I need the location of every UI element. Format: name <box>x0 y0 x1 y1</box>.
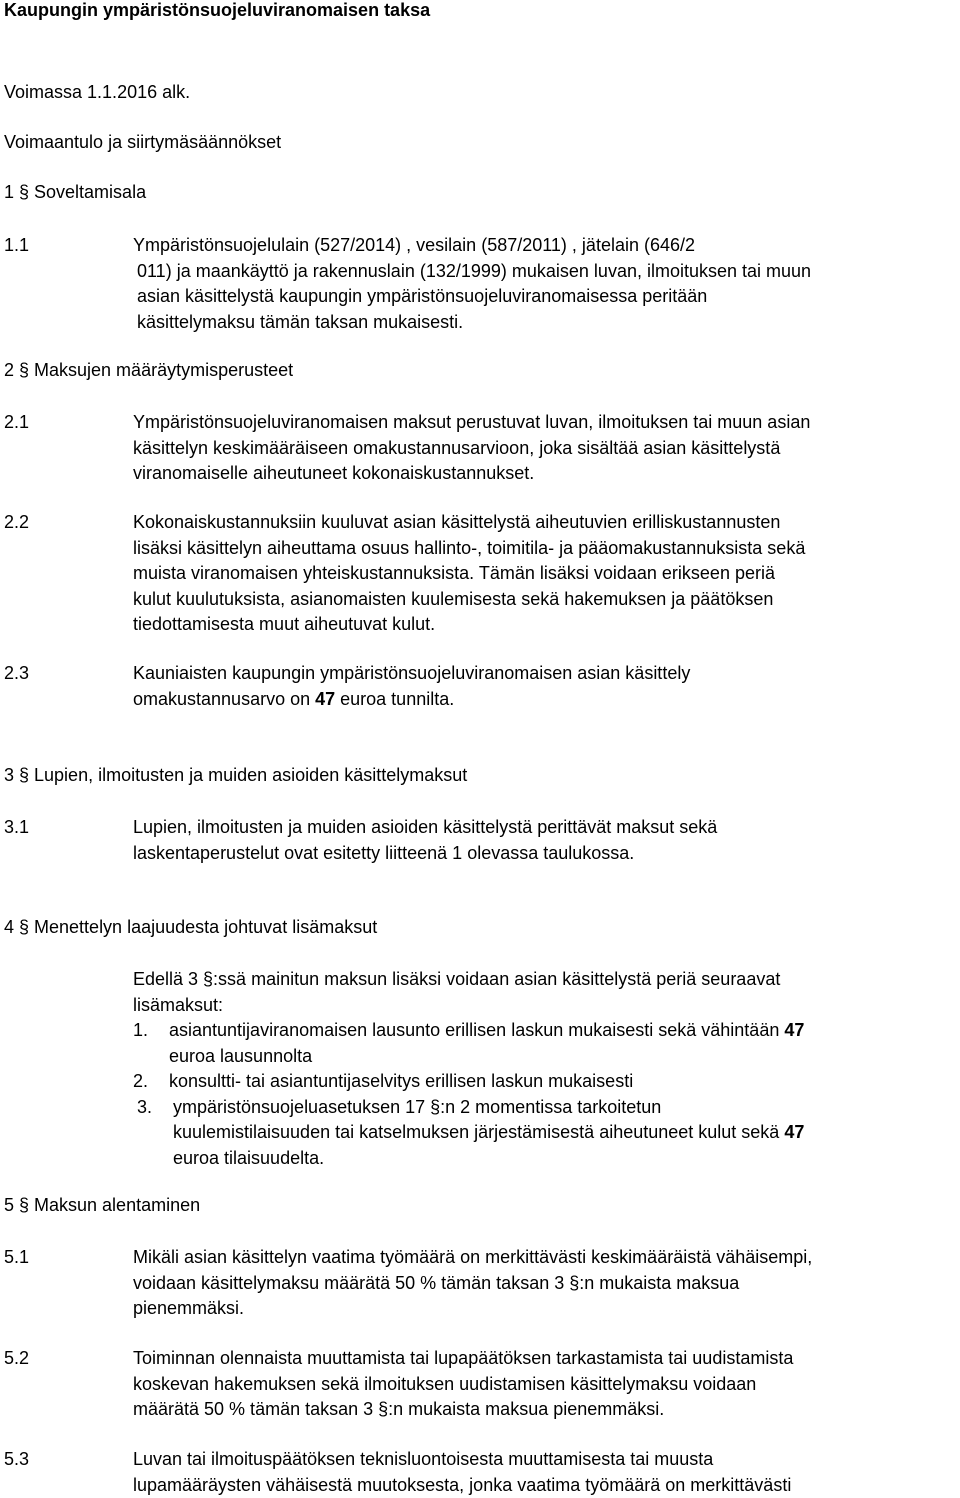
section-1-heading: 1 § Soveltamisala <box>4 182 147 202</box>
text-fragment: kuulemistilaisuuden tai katselmuksen järjestämisestä aiheutuneet kulut sekä <box>173 1122 785 1142</box>
text-line: voidaan käsittelymaksu määrätä 50 % tämän taksan 3 §:n mukaista maksua <box>133 1272 740 1293</box>
list-item <box>133 1018 804 1044</box>
section-2-2-number: 2.2 <box>4 512 30 532</box>
hearing-fee-amount: 47 <box>784 1122 805 1142</box>
text-fragment: euroa tunnilta. <box>335 688 455 709</box>
section-2-3-number: 2.3 <box>4 663 30 683</box>
text-line: viranomaiselle aiheutuneet kokonaiskustannukset. <box>133 463 535 483</box>
section-5-3-text <box>133 1447 791 1498</box>
text-line: lupamääräysten vähäisestä muutoksesta, jonka vaatima työmäärä on merkittävästi <box>133 1474 792 1495</box>
text-line: Mikäli asian käsittelyn vaatima työmäärä on merkittävästi keskimääräistä vähäisempi, <box>133 1247 813 1267</box>
text-line: käsittelymaksu tämän taksan mukaisesti. <box>137 311 464 332</box>
text-line: Ympäristönsuojelulain (527/2014) , vesilain (587/2011) , jätelain (646/2 <box>133 235 696 255</box>
text-line: muista viranomaisen yhteiskustannuksista. Tämän lisäksi voidaan erikseen periä <box>133 563 775 583</box>
text-line: Lupien, ilmoitusten ja muiden asioiden käsittelystä perittävät maksut sekä <box>133 817 718 837</box>
text-line: Ympäristönsuojeluviranomaisen maksut perustuvat luvan, ilmoituksen tai muun asian <box>133 412 811 432</box>
section-1-1-number: 1.1 <box>4 235 30 255</box>
text-line: käsittelyn keskimääräiseen omakustannusarvioon, joka sisältää asian käsittelystä <box>133 437 781 458</box>
text-line <box>173 1120 804 1146</box>
valid-from: Voimassa 1.1.2016 alk. <box>4 82 191 102</box>
text-line: tiedottamisesta muut aiheutuvat kulut. <box>133 614 436 634</box>
section-5-1-number: 5.1 <box>4 1247 30 1267</box>
list-item-text <box>169 1018 804 1044</box>
text-line: asian käsittelystä kaupungin ympäristönsuojeluviranomaisessa peritään <box>137 286 708 306</box>
section-3-heading: 3 § Lupien, ilmoitusten ja muiden asioiden käsittelymaksut <box>4 765 468 785</box>
text-line <box>133 687 690 713</box>
section-3-1-number: 3.1 <box>4 817 30 837</box>
list-item-text: konsultti- tai asiantuntijaselvitys erillisen laskun mukaisesti <box>169 1071 634 1091</box>
text-line: Kauniaisten kaupungin ympäristönsuojeluviranomaisen asian käsittely <box>133 663 691 683</box>
text-fragment: omakustannusarvo on <box>133 688 316 709</box>
text-fragment: asiantuntijaviranomaisen lausunto erillisen laskun mukaisesti sekä vähintään <box>169 1020 785 1040</box>
text-line: Kokonaiskustannuksiin kuuluvat asian käsittelystä aiheutuvien erilliskustannusten <box>133 512 781 532</box>
list-item-text: ympäristönsuojeluasetuksen 17 §:n 2 momentissa tarkoitetun <box>173 1096 662 1117</box>
section-2-1-number: 2.1 <box>4 412 30 432</box>
section-2-2-text <box>133 510 805 638</box>
text-line: lisäksi käsittelyn aiheuttama osuus hallinto-, toimitila- ja pääomakustannuksista sekä <box>133 537 806 558</box>
list-item-number: 2. <box>133 1071 149 1091</box>
text-line: laskentaperustelut ovat esitetty liitteenä 1 olevassa taulukossa. <box>133 842 635 863</box>
section-5-2-number: 5.2 <box>4 1348 30 1368</box>
section-2-3-text <box>133 661 690 712</box>
section-3-1-text <box>133 815 717 866</box>
section-5-heading: 5 § Maksun alentaminen <box>4 1195 201 1215</box>
list-item <box>137 1095 804 1121</box>
text-line: Luvan tai ilmoituspäätöksen teknisluontoisesta muuttamisesta tai muusta <box>133 1449 714 1469</box>
section-4-text <box>133 967 804 1171</box>
text-line: lisämaksut: <box>133 994 224 1015</box>
statement-fee-amount: 47 <box>784 1020 805 1040</box>
section-4-heading: 4 § Menettelyn laajuudesta johtuvat lisämaksut <box>4 917 378 937</box>
text-line: euroa lausunnolta <box>169 1045 313 1066</box>
text-line: euroa tilaisuudelta. <box>173 1147 325 1168</box>
page-title: Kaupungin ympäristönsuojeluviranomaisen taksa <box>4 0 431 20</box>
section-5-2-text <box>133 1346 793 1423</box>
entry-into-force-heading: Voimaantulo ja siirtymäsäännökset <box>4 132 282 152</box>
text-line: Toiminnan olennaista muuttamista tai lupapäätöksen tarkastamista tai uudistamista <box>133 1348 794 1368</box>
section-2-1-text <box>133 410 810 487</box>
text-line: kulut kuulutuksista, asianomaisten kuulemisesta sekä hakemuksen ja päätöksen <box>133 588 774 609</box>
list-item <box>133 1069 804 1095</box>
text-line: 011) ja maankäyttö ja rakennuslain (132/1999) mukaisen luvan, ilmoituksen tai muun <box>137 260 812 281</box>
text-line: määrätä 50 % tämän taksan 3 §:n mukaista maksua pienemmäksi. <box>133 1399 665 1419</box>
section-5-1-text <box>133 1245 812 1322</box>
list-item-number: 3. <box>137 1096 153 1117</box>
text-line: Edellä 3 §:ssä mainitun maksun lisäksi voidaan asian käsittelystä periä seuraavat <box>133 969 781 989</box>
text-line: koskevan hakemuksen sekä ilmoituksen uudistamisen käsittelymaksu voidaan <box>133 1373 757 1394</box>
section-2-heading: 2 § Maksujen määräytymisperusteet <box>4 360 294 380</box>
section-1-1-text <box>133 233 811 335</box>
list-item-number: 1. <box>133 1020 149 1040</box>
hourly-rate-amount: 47 <box>315 688 336 709</box>
text-line: pienemmäksi. <box>133 1298 245 1318</box>
section-5-3-number: 5.3 <box>4 1449 30 1469</box>
